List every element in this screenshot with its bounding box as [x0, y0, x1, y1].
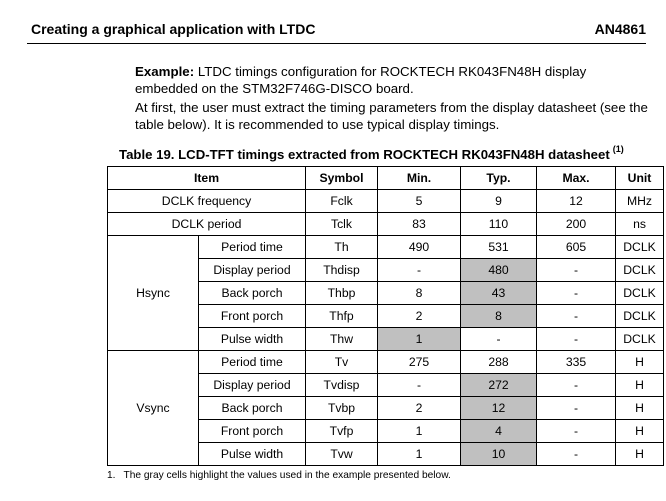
cell-max: -: [537, 328, 616, 351]
cell-subitem: Period time: [199, 236, 306, 259]
table-caption-footnote-ref: (1): [612, 144, 624, 154]
cell-max: 335: [537, 351, 616, 374]
table-row: [108, 236, 664, 259]
example-paragraph: [135, 64, 650, 97]
header-title: Creating a graphical application with LTDC: [31, 21, 316, 37]
header-doc-id: AN4861: [594, 21, 646, 37]
cell-symbol: Tvw: [306, 443, 378, 466]
table-row: [108, 351, 664, 374]
cell-max: -: [537, 397, 616, 420]
timings-table-body: [108, 190, 664, 466]
cell-max: -: [537, 259, 616, 282]
cell-unit: DCLK: [616, 236, 664, 259]
cell-symbol: Tvdisp: [306, 374, 378, 397]
cell-symbol: Tclk: [306, 213, 378, 236]
footnote-number: 1.: [107, 470, 116, 481]
cell-unit: H: [616, 397, 664, 420]
cell-min: 83: [378, 213, 461, 236]
cell-unit: MHz: [616, 190, 664, 213]
cell-unit: DCLK: [616, 282, 664, 305]
cell-typ: 9: [461, 190, 537, 213]
cell-symbol: Fclk: [306, 190, 378, 213]
example-label: Example:: [135, 64, 195, 79]
header-symbol: Symbol: [306, 167, 378, 190]
cell-typ: 43: [461, 282, 537, 305]
cell-subitem: Back porch: [199, 282, 306, 305]
cell-min: 1: [378, 420, 461, 443]
timings-table: [107, 166, 664, 466]
cell-typ: 12: [461, 397, 537, 420]
page-header: [31, 19, 646, 39]
cell-symbol: Tv: [306, 351, 378, 374]
cell-unit: DCLK: [616, 328, 664, 351]
cell-typ: -: [461, 328, 537, 351]
cell-typ: 480: [461, 259, 537, 282]
cell-typ: 10: [461, 443, 537, 466]
cell-item: DCLK period: [108, 213, 306, 236]
intro-paragraph: At first, the user must extract the timing parameters from the display datasheet (see the table below). It is recommended to use typical display timings.: [135, 100, 648, 132]
cell-subitem: Front porch: [199, 305, 306, 328]
cell-min: 8: [378, 282, 461, 305]
cell-max: -: [537, 443, 616, 466]
cell-typ: 272: [461, 374, 537, 397]
cell-max: -: [537, 420, 616, 443]
table-caption-text: Table 19. LCD-TFT timings extracted from ROCKTECH RK043FN48H datasheet: [119, 147, 610, 162]
cell-max: 605: [537, 236, 616, 259]
cell-unit: H: [616, 374, 664, 397]
cell-typ: 288: [461, 351, 537, 374]
cell-min: 5: [378, 190, 461, 213]
cell-group: Hsync: [108, 236, 199, 351]
table-row: [108, 190, 664, 213]
cell-max: -: [537, 305, 616, 328]
cell-unit: DCLK: [616, 259, 664, 282]
cell-min: 1: [378, 443, 461, 466]
header-divider: [27, 43, 646, 44]
header-item: Item: [108, 167, 306, 190]
cell-typ: 4: [461, 420, 537, 443]
cell-symbol: Thdisp: [306, 259, 378, 282]
cell-typ: 110: [461, 213, 537, 236]
header-min: Min.: [378, 167, 461, 190]
cell-subitem: Display period: [199, 259, 306, 282]
cell-unit: ns: [616, 213, 664, 236]
cell-unit: H: [616, 420, 664, 443]
cell-subitem: Period time: [199, 351, 306, 374]
cell-min: -: [378, 374, 461, 397]
header-typ: Typ.: [461, 167, 537, 190]
cell-group: Vsync: [108, 351, 199, 466]
cell-symbol: Th: [306, 236, 378, 259]
cell-item: DCLK frequency: [108, 190, 306, 213]
cell-max: 12: [537, 190, 616, 213]
cell-typ: 531: [461, 236, 537, 259]
cell-max: 200: [537, 213, 616, 236]
cell-symbol: Thw: [306, 328, 378, 351]
cell-unit: H: [616, 443, 664, 466]
cell-symbol: Thfp: [306, 305, 378, 328]
cell-subitem: Pulse width: [199, 328, 306, 351]
cell-min: 2: [378, 397, 461, 420]
table-header-row: [108, 167, 664, 190]
table-row: [108, 213, 664, 236]
cell-min: 1: [378, 328, 461, 351]
cell-symbol: Tvfp: [306, 420, 378, 443]
cell-subitem: Display period: [199, 374, 306, 397]
cell-subitem: Pulse width: [199, 443, 306, 466]
cell-max: -: [537, 282, 616, 305]
cell-symbol: Thbp: [306, 282, 378, 305]
cell-min: 2: [378, 305, 461, 328]
cell-symbol: Tvbp: [306, 397, 378, 420]
cell-subitem: Back porch: [199, 397, 306, 420]
cell-typ: 8: [461, 305, 537, 328]
footnote-text: The gray cells highlight the values used in the example presented below.: [123, 470, 451, 481]
table-caption: [119, 144, 624, 162]
cell-unit: DCLK: [616, 305, 664, 328]
cell-max: -: [537, 374, 616, 397]
cell-min: 490: [378, 236, 461, 259]
example-text: LTDC timings configuration for ROCKTECH RK043FN48H display embedded on the STM32F746G-DISCO board.: [135, 64, 587, 96]
table-footnote: [107, 470, 451, 481]
header-unit: Unit: [616, 167, 664, 190]
header-max: Max.: [537, 167, 616, 190]
cell-min: 275: [378, 351, 461, 374]
cell-subitem: Front porch: [199, 420, 306, 443]
cell-min: -: [378, 259, 461, 282]
cell-unit: H: [616, 351, 664, 374]
